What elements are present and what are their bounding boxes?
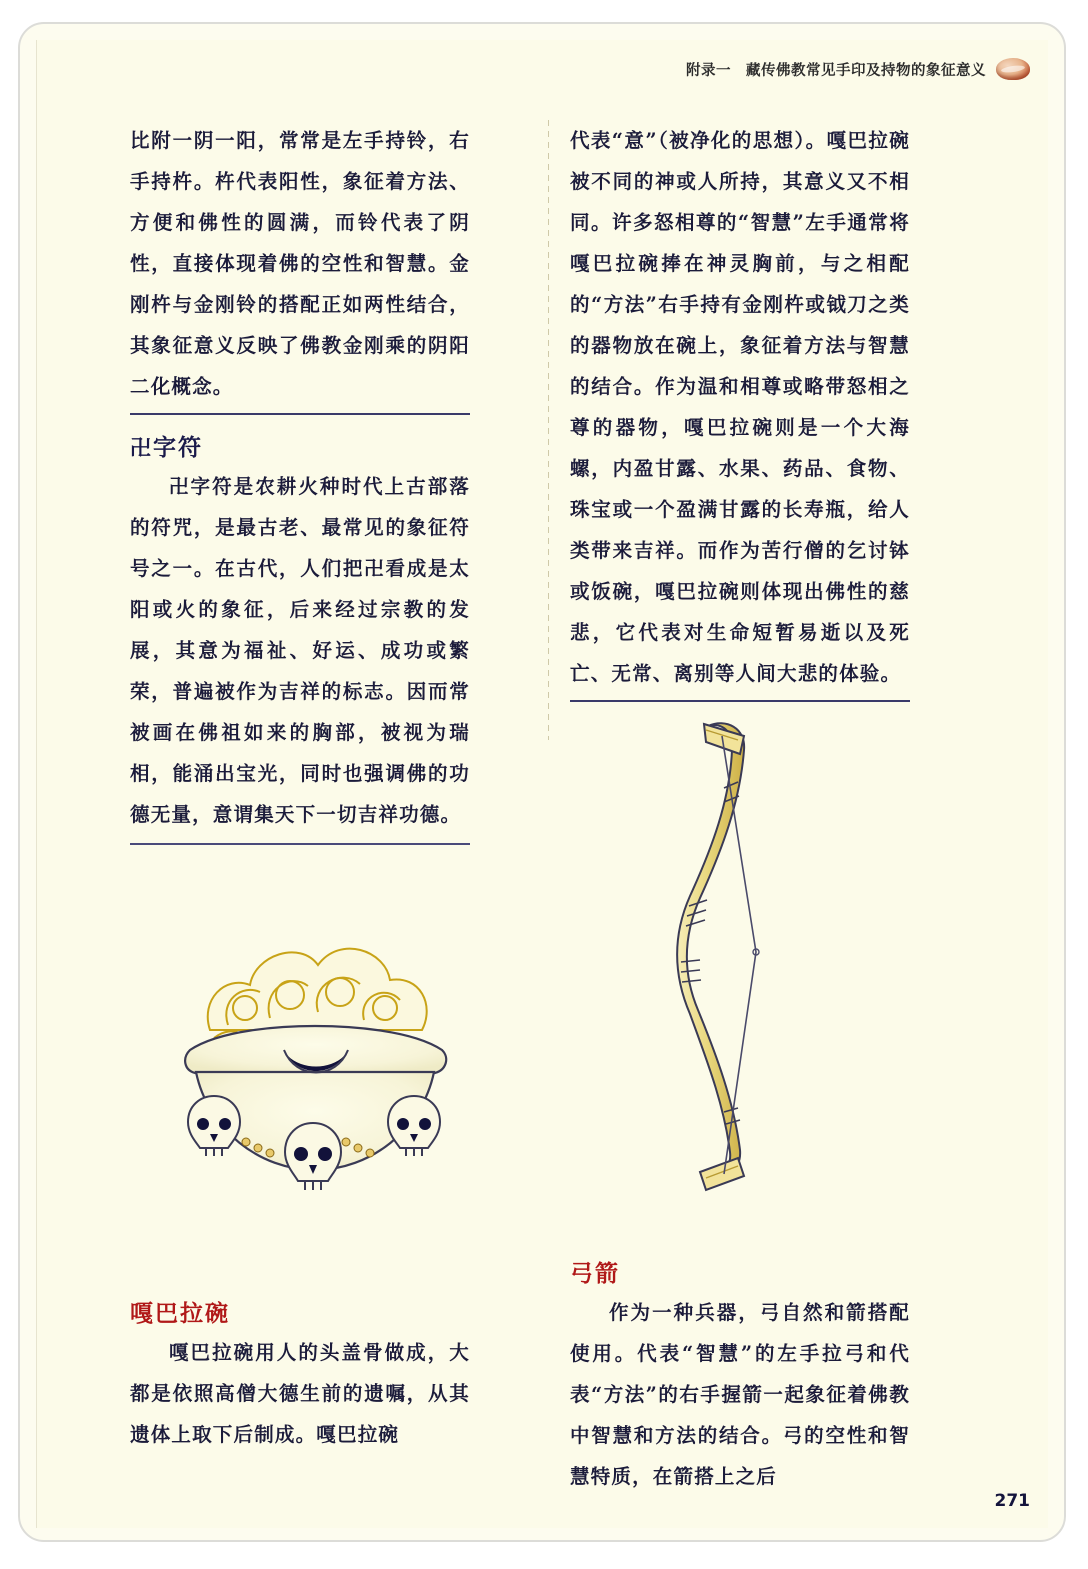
swastika-paragraph: 卍字符是农耕火种时代上古部落的符咒，是最古老、最常见的象征符号之一。在古代，人们把卍看成是太阳或火的象征，后来经过宗教的发展，其意为福祉、好运、成功或繁荣，普遍被作为吉祥的标志。因而常被画在佛祖如来的胸部，被视为瑞相，能涌出宝光，同时也强调佛的功德无量，意谓集天下一切吉祥功德。: [130, 475, 470, 826]
swastika-icon: 卍: [130, 436, 153, 460]
section-rule-2: [130, 843, 470, 845]
page-header: [686, 58, 1030, 80]
section-heading-swastika-label: 字符: [153, 435, 203, 461]
column-divider: [548, 120, 549, 740]
kapala-paragraph: 嘎巴拉碗用人的头盖骨做成，大都是依照高僧大德生前的遗嘱，从其遗体上取下后制成。嘎巴拉碗: [130, 1341, 470, 1446]
kapala-bowl-illustration: [150, 880, 480, 1250]
bow-illustration: [660, 710, 840, 1200]
right-column-lower: [570, 1245, 910, 1497]
right-column: [570, 120, 910, 716]
left-column-lower: [130, 1285, 470, 1455]
section-heading-swastika: [130, 429, 470, 462]
section-rule-1: [130, 413, 470, 415]
right-top-paragraph: 代表“意”（被净化的思想）。嘎巴拉碗被不同的神或人所持，其意义又不相同。许多怒相尊的“智慧”左手通常将嘎巴拉碗捧在神灵胸前，与之相配的“方法”右手持有金刚杵或钺刀之类的器物放在碗上，象征着方法与智慧的结合。作为温和相尊或略带怒相之尊的器物，嘎巴拉碗则是一个大海螺，内盈甘露、水果、药品、食物、珠宝或一个盈满甘露的长寿瓶，给人类带来吉祥。而作为苦行僧的乞讨钵或饭碗，嘎巴拉碗则体现出佛性的慈悲，它代表对生命短暂易逝以及死亡、无常、离别等人间大悲的体验。: [570, 129, 910, 685]
decorative-seal-icon: [996, 58, 1030, 80]
section-heading-bow: 弓箭: [570, 1261, 620, 1287]
section-rule-3: [570, 700, 910, 702]
left-top-paragraph: 比附一阴一阳，常常是左手持铃，右手持杵。杵代表阳性，象征着方法、方便和佛性的圆满，而铃代表了阴性，直接体现着佛的空性和智慧。金刚杵与金刚铃的搭配正如两性结合，其象征意义反映了佛教金刚乘的阴阳二化概念。: [130, 129, 470, 398]
bow-paragraph: 作为一种兵器，弓自然和箭搭配使用。代表“智慧”的左手拉弓和代表“方法”的右手握箭一起象征着佛教中智慧和方法的结合。弓的空性和智慧特质，在箭搭上之后: [570, 1301, 910, 1488]
section-heading-kapala: 嘎巴拉碗: [130, 1301, 230, 1327]
left-column: [130, 120, 470, 851]
page-number: 271: [994, 1491, 1030, 1511]
header-title: 附录一 藏传佛教常见手印及持物的象征意义: [686, 62, 986, 79]
